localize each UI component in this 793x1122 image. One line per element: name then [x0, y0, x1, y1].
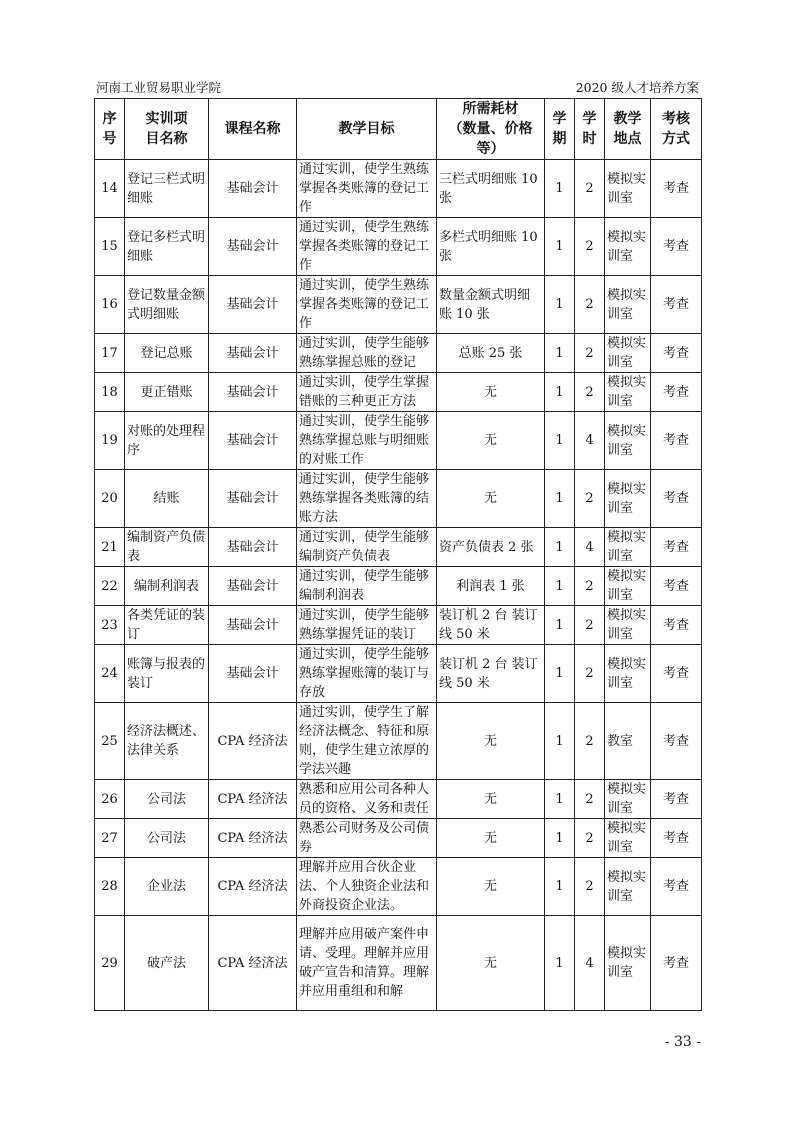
page-number: - 33 - [664, 1034, 701, 1050]
cell-course: CPA 经济法 [209, 703, 297, 780]
cell-course: 基础会计 [209, 160, 297, 218]
cell-project: 登记多栏式明细账 [125, 218, 209, 276]
cell-course: 基础会计 [209, 276, 297, 334]
cell-term: 1 [545, 218, 575, 276]
header-term: 学 期 [545, 99, 575, 160]
cell-hours: 2 [575, 703, 605, 780]
header-goal: 教学目标 [297, 99, 437, 160]
cell-materials: 三栏式明细账 10 张 [437, 160, 545, 218]
cell-course: 基础会计 [209, 373, 297, 412]
cell-materials: 装订机 2 台 装订线 50 米 [437, 645, 545, 703]
table-row [95, 780, 702, 819]
cell-course: 基础会计 [209, 218, 297, 276]
cell-assessment: 考查 [651, 470, 702, 528]
cell-term: 1 [545, 606, 575, 645]
cell-seq: 25 [95, 703, 125, 780]
cell-materials: 无 [437, 858, 545, 916]
header-location: 教学 地点 [605, 99, 651, 160]
training-projects-table [94, 98, 702, 1011]
cell-project: 登记数量金额式明细账 [125, 276, 209, 334]
cell-location: 模拟实训室 [605, 412, 651, 470]
header-project: 实训项 目名称 [125, 99, 209, 160]
cell-location: 模拟实训室 [605, 645, 651, 703]
cell-project: 登记三栏式明细账 [125, 160, 209, 218]
cell-seq: 22 [95, 567, 125, 606]
cell-hours: 2 [575, 780, 605, 819]
cell-location: 模拟实训室 [605, 470, 651, 528]
cell-course: CPA 经济法 [209, 858, 297, 916]
cell-hours: 2 [575, 470, 605, 528]
cell-goal: 通过实训，使学生能够熟练掌握账簿的装订与存放 [297, 645, 437, 703]
cell-term: 1 [545, 373, 575, 412]
cell-course: 基础会计 [209, 606, 297, 645]
cell-location: 模拟实训室 [605, 373, 651, 412]
header-seq: 序 号 [95, 99, 125, 160]
cell-assessment: 考查 [651, 160, 702, 218]
cell-goal: 熟悉公司财务及公司债券 [297, 819, 437, 858]
cell-project: 结账 [125, 470, 209, 528]
cell-seq: 24 [95, 645, 125, 703]
cell-materials: 无 [437, 373, 545, 412]
header-hours: 学 时 [575, 99, 605, 160]
table-row [95, 160, 702, 218]
cell-goal: 通过实训，使学生掌握错账的三种更正方法 [297, 373, 437, 412]
cell-assessment: 考查 [651, 334, 702, 373]
cell-goal: 通过实训，使学生熟练掌握各类账簿的登记工作 [297, 276, 437, 334]
cell-goal: 通过实训，使学生能够编制利润表 [297, 567, 437, 606]
cell-hours: 2 [575, 606, 605, 645]
cell-seq: 19 [95, 412, 125, 470]
cell-course: CPA 经济法 [209, 916, 297, 1011]
cell-location: 模拟实训室 [605, 276, 651, 334]
cell-materials: 多栏式明细账 10 张 [437, 218, 545, 276]
institution-name: 河南工业贸易职业学院 [96, 80, 222, 95]
cell-project: 经济法概述、法律关系 [125, 703, 209, 780]
cell-materials: 无 [437, 470, 545, 528]
cell-course: CPA 经济法 [209, 819, 297, 858]
cell-seq: 23 [95, 606, 125, 645]
cell-goal: 通过实训，使学生了解经济法概念、特征和原则，使学生建立浓厚的学法兴趣 [297, 703, 437, 780]
cell-term: 1 [545, 858, 575, 916]
cell-assessment: 考查 [651, 528, 702, 567]
cell-location: 模拟实训室 [605, 218, 651, 276]
cell-seq: 15 [95, 218, 125, 276]
cell-location: 模拟实训室 [605, 916, 651, 1011]
cell-project: 公司法 [125, 819, 209, 858]
cell-project: 更正错账 [125, 373, 209, 412]
cell-location: 模拟实训室 [605, 780, 651, 819]
cell-location: 模拟实训室 [605, 606, 651, 645]
cell-term: 1 [545, 703, 575, 780]
cell-assessment: 考查 [651, 703, 702, 780]
cell-materials: 装订机 2 台 装订线 50 米 [437, 606, 545, 645]
cell-term: 1 [545, 780, 575, 819]
cell-materials: 无 [437, 819, 545, 858]
cell-materials: 资产负债表 2 张 [437, 528, 545, 567]
document-title: 2020 级人才培养方案 [575, 80, 699, 95]
cell-materials: 无 [437, 412, 545, 470]
cell-term: 1 [545, 334, 575, 373]
table-row [95, 645, 702, 703]
cell-seq: 21 [95, 528, 125, 567]
table-row [95, 218, 702, 276]
cell-seq: 18 [95, 373, 125, 412]
cell-goal: 通过实训，使学生能够熟练掌握总账的登记 [297, 334, 437, 373]
cell-seq: 17 [95, 334, 125, 373]
cell-goal: 理解并应用合伙企业法、个人独资企业法和外商投资企业法。 [297, 858, 437, 916]
cell-assessment: 考查 [651, 780, 702, 819]
cell-term: 1 [545, 160, 575, 218]
table-row [95, 276, 702, 334]
cell-assessment: 考查 [651, 858, 702, 916]
cell-materials: 无 [437, 703, 545, 780]
cell-goal: 通过实训，使学生能够熟练掌握总账与明细账的对账工作 [297, 412, 437, 470]
cell-location: 模拟实训室 [605, 160, 651, 218]
cell-hours: 2 [575, 373, 605, 412]
cell-assessment: 考查 [651, 412, 702, 470]
cell-materials: 利润表 1 张 [437, 567, 545, 606]
cell-seq: 29 [95, 916, 125, 1011]
table-row [95, 567, 702, 606]
table-row [95, 373, 702, 412]
header-assessment: 考核 方式 [651, 99, 702, 160]
cell-project: 破产法 [125, 916, 209, 1011]
cell-goal: 通过实训，使学生能够熟练掌握各类账簿的结账方法 [297, 470, 437, 528]
cell-hours: 4 [575, 412, 605, 470]
cell-hours: 2 [575, 819, 605, 858]
cell-course: 基础会计 [209, 334, 297, 373]
cell-assessment: 考查 [651, 645, 702, 703]
cell-goal: 熟悉和应用公司各种人员的资格、义务和责任 [297, 780, 437, 819]
cell-materials: 数量金额式明细账 10 张 [437, 276, 545, 334]
cell-project: 编制利润表 [125, 567, 209, 606]
cell-project: 各类凭证的装订 [125, 606, 209, 645]
page-header [94, 76, 701, 99]
cell-seq: 26 [95, 780, 125, 819]
cell-project: 账簿与报表的装订 [125, 645, 209, 703]
cell-course: 基础会计 [209, 528, 297, 567]
cell-location: 教室 [605, 703, 651, 780]
cell-project: 对账的处理程序 [125, 412, 209, 470]
cell-hours: 2 [575, 334, 605, 373]
cell-assessment: 考查 [651, 276, 702, 334]
cell-project: 公司法 [125, 780, 209, 819]
cell-term: 1 [545, 567, 575, 606]
cell-assessment: 考查 [651, 916, 702, 1011]
cell-location: 模拟实训室 [605, 528, 651, 567]
cell-goal: 通过实训，使学生熟练掌握各类账簿的登记工作 [297, 218, 437, 276]
cell-course: 基础会计 [209, 470, 297, 528]
cell-course: 基础会计 [209, 645, 297, 703]
cell-materials: 总账 25 张 [437, 334, 545, 373]
cell-project: 编制资产负债表 [125, 528, 209, 567]
cell-materials: 无 [437, 780, 545, 819]
cell-goal: 通过实训，使学生能够编制资产负债表 [297, 528, 437, 567]
table-row [95, 916, 702, 1011]
cell-seq: 16 [95, 276, 125, 334]
table-row [95, 470, 702, 528]
cell-course: 基础会计 [209, 567, 297, 606]
cell-location: 模拟实训室 [605, 567, 651, 606]
cell-assessment: 考查 [651, 606, 702, 645]
cell-assessment: 考查 [651, 567, 702, 606]
cell-goal: 通过实训，使学生能够熟练掌握凭证的装订 [297, 606, 437, 645]
table-row [95, 858, 702, 916]
cell-term: 1 [545, 528, 575, 567]
cell-hours: 4 [575, 916, 605, 1011]
cell-hours: 2 [575, 218, 605, 276]
cell-project: 企业法 [125, 858, 209, 916]
cell-materials: 无 [437, 916, 545, 1011]
cell-seq: 20 [95, 470, 125, 528]
cell-seq: 27 [95, 819, 125, 858]
cell-term: 1 [545, 819, 575, 858]
cell-term: 1 [545, 470, 575, 528]
cell-location: 模拟实训室 [605, 334, 651, 373]
cell-term: 1 [545, 916, 575, 1011]
cell-term: 1 [545, 412, 575, 470]
cell-hours: 2 [575, 858, 605, 916]
table-row [95, 412, 702, 470]
cell-hours: 2 [575, 645, 605, 703]
cell-location: 模拟实训室 [605, 819, 651, 858]
cell-seq: 28 [95, 858, 125, 916]
cell-goal: 通过实训，使学生熟练掌握各类账簿的登记工作 [297, 160, 437, 218]
cell-course: 基础会计 [209, 412, 297, 470]
cell-seq: 14 [95, 160, 125, 218]
cell-hours: 2 [575, 567, 605, 606]
table-row [95, 606, 702, 645]
cell-hours: 2 [575, 276, 605, 334]
header-course: 课程名称 [209, 99, 297, 160]
table-row [95, 528, 702, 567]
cell-location: 模拟实训室 [605, 858, 651, 916]
table-row [95, 334, 702, 373]
table-row [95, 819, 702, 858]
table-header-row [95, 99, 702, 160]
cell-project: 登记总账 [125, 334, 209, 373]
table-row [95, 703, 702, 780]
cell-assessment: 考查 [651, 819, 702, 858]
cell-hours: 4 [575, 528, 605, 567]
cell-hours: 2 [575, 160, 605, 218]
cell-goal: 理解并应用破产案件申请、受理。理解并应用破产宣告和清算。理解并应用重组和和解 [297, 916, 437, 1011]
cell-assessment: 考查 [651, 373, 702, 412]
cell-term: 1 [545, 645, 575, 703]
cell-assessment: 考查 [651, 218, 702, 276]
cell-course: CPA 经济法 [209, 780, 297, 819]
cell-term: 1 [545, 276, 575, 334]
header-materials: 所需耗材 （数量、价格等） [437, 99, 545, 160]
